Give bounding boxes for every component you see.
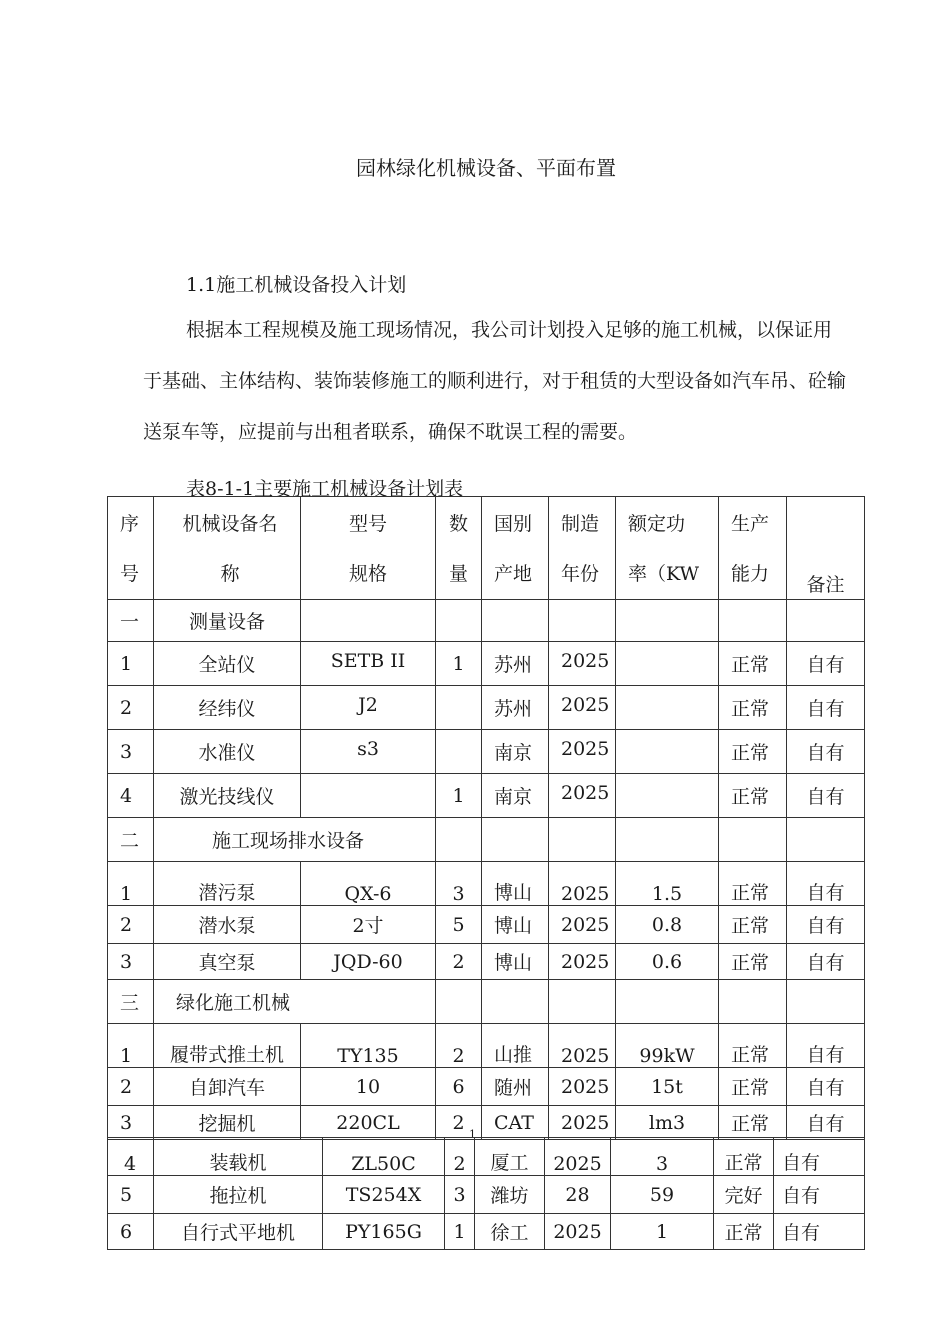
row-name: 经纬仪 <box>154 686 301 730</box>
row-no: 3 <box>108 730 154 774</box>
row-year: 2025 <box>549 944 616 980</box>
row-origin: 苏州 <box>482 686 549 730</box>
row-power <box>616 774 719 818</box>
group-no: 一 <box>108 600 154 642</box>
row-power: lm3 <box>616 1106 719 1140</box>
row-origin: CAT <box>482 1106 549 1140</box>
table-row <box>108 944 865 980</box>
row-year: 2025 <box>549 1068 616 1106</box>
row-origin: 厦工 <box>475 1138 545 1176</box>
row-no: 6 <box>108 1214 154 1250</box>
row-power: 1 <box>611 1214 714 1250</box>
row-model: J2 <box>301 686 436 730</box>
row-name: 潜水泵 <box>154 906 301 944</box>
row-year: 2025 <box>549 686 616 730</box>
row-model: SETB II <box>301 642 436 686</box>
section-heading: 1.1施工机械设备投入计划 <box>186 274 407 296</box>
table-row <box>108 1176 865 1214</box>
group-no: 三 <box>108 980 154 1024</box>
row-year: 2025 <box>545 1214 611 1250</box>
row-name: 全站仪 <box>154 642 301 686</box>
row-remark: 自有 <box>787 730 865 774</box>
row-no: 1 <box>108 642 154 686</box>
page-number: 1 <box>469 1128 476 1141</box>
row-qty <box>436 730 482 774</box>
row-power: 59 <box>611 1176 714 1214</box>
header-capacity-1: 生产 <box>731 513 770 535</box>
row-year: 2025 <box>549 1024 616 1068</box>
header-power-2: 率（KW <box>628 563 700 585</box>
row-origin: 潍坊 <box>475 1176 545 1214</box>
row-name: 挖掘机 <box>154 1106 301 1140</box>
header-remark: 备注 <box>806 574 845 596</box>
row-qty: 6 <box>436 1068 482 1106</box>
paragraph-text: 根据本工程规模及施工现场情况，我公司计划投入足够的施工机械，以保证用于基础、主体结构、装饰装修施工的顺利进行，对于租赁的大型设备如汽车吊、砼输送泵车等，应提前与出租者联系，确保不耽误工程的需要。 <box>143 319 847 443</box>
group-title: 绿化施工机械 <box>154 980 436 1024</box>
row-origin: 博山 <box>482 906 549 944</box>
row-power: 1.5 <box>616 862 719 906</box>
row-qty: 2 <box>436 944 482 980</box>
row-capacity: 正常 <box>719 686 787 730</box>
greening-rows <box>108 1024 865 1140</box>
row-capacity: 正常 <box>719 1068 787 1106</box>
row-no: 4 <box>108 1138 154 1176</box>
group-no: 二 <box>108 818 154 862</box>
row-no: 3 <box>108 944 154 980</box>
header-qty-1: 数 <box>448 513 468 535</box>
row-origin: 南京 <box>482 774 549 818</box>
survey-rows <box>108 642 865 818</box>
row-qty: 2 <box>436 1024 482 1068</box>
row-remark: 自有 <box>787 774 865 818</box>
table-row <box>108 1214 865 1250</box>
row-capacity: 正常 <box>719 906 787 944</box>
row-capacity: 完好 <box>714 1176 774 1214</box>
row-model: QX-6 <box>301 862 436 906</box>
header-year-2: 年份 <box>561 563 600 585</box>
header-name-2: 称 <box>220 563 240 585</box>
header-no-1: 序 <box>120 513 140 535</box>
row-qty: 3 <box>436 862 482 906</box>
header-model-1: 型号 <box>348 513 387 535</box>
row-origin: 苏州 <box>482 642 549 686</box>
table-row <box>108 1068 865 1106</box>
row-capacity: 正常 <box>714 1214 774 1250</box>
row-remark: 自有 <box>787 1068 865 1106</box>
row-model: PY165G <box>323 1214 445 1250</box>
row-model: TS254X <box>323 1176 445 1214</box>
row-origin: 南京 <box>482 730 549 774</box>
row-year: 2025 <box>549 862 616 906</box>
row-name: 真空泵 <box>154 944 301 980</box>
row-power: 15t <box>616 1068 719 1106</box>
row-power <box>616 686 719 730</box>
header-origin-1: 国别 <box>494 513 533 535</box>
row-power: 0.6 <box>616 944 719 980</box>
row-year: 28 <box>545 1176 611 1214</box>
row-name: 水准仪 <box>154 730 301 774</box>
row-model: ZL50C <box>323 1138 445 1176</box>
row-qty: 5 <box>436 906 482 944</box>
row-capacity: 正常 <box>719 1024 787 1068</box>
table-row <box>108 686 865 730</box>
row-qty <box>436 686 482 730</box>
table-header-row <box>108 497 865 600</box>
row-model: JQD-60 <box>301 944 436 980</box>
row-name: 潜污泵 <box>154 862 301 906</box>
row-qty: 2 <box>436 1106 482 1140</box>
row-origin: 随州 <box>482 1068 549 1106</box>
equipment-table-continued <box>107 1137 865 1250</box>
row-qty: 1 <box>445 1214 475 1250</box>
row-remark: 自有 <box>787 642 865 686</box>
row-origin: 博山 <box>482 944 549 980</box>
row-qty: 1 <box>436 774 482 818</box>
row-remark: 自有 <box>787 1106 865 1140</box>
row-capacity: 正常 <box>719 1106 787 1140</box>
row-origin: 徐工 <box>475 1214 545 1250</box>
row-year: 2025 <box>549 642 616 686</box>
row-year: 2025 <box>549 730 616 774</box>
row-year: 2025 <box>549 1106 616 1140</box>
row-no: 2 <box>108 906 154 944</box>
table-row <box>108 906 865 944</box>
page-title: 园林绿化机械设备、平面布置 <box>356 156 616 180</box>
header-name-1: 机械设备名 <box>182 513 278 535</box>
row-no: 4 <box>108 774 154 818</box>
row-remark: 自有 <box>787 944 865 980</box>
row-model: 10 <box>301 1068 436 1106</box>
group-title: 施工现场排水设备 <box>154 818 436 862</box>
row-remark: 自有 <box>787 1024 865 1068</box>
table-row <box>108 1138 865 1176</box>
table-row <box>108 1106 865 1140</box>
row-capacity: 正常 <box>719 642 787 686</box>
header-year-1: 制造 <box>561 513 600 535</box>
table-row <box>108 1024 865 1068</box>
row-name: 履带式推土机 <box>154 1024 301 1068</box>
row-power <box>616 730 719 774</box>
row-model <box>301 774 436 818</box>
group-title: 测量设备 <box>154 600 301 642</box>
row-power <box>616 642 719 686</box>
row-capacity: 正常 <box>719 944 787 980</box>
table-row <box>108 642 865 686</box>
body-paragraph <box>143 305 848 458</box>
row-capacity: 正常 <box>719 730 787 774</box>
table-row <box>108 730 865 774</box>
drain-rows <box>108 862 865 980</box>
group-row <box>108 818 865 862</box>
row-year: 2025 <box>549 774 616 818</box>
row-model: s3 <box>301 730 436 774</box>
table-row <box>108 774 865 818</box>
row-name: 拖拉机 <box>154 1176 323 1214</box>
row-origin: 博山 <box>482 862 549 906</box>
row-qty: 1 <box>436 642 482 686</box>
row-name: 激光技线仪 <box>154 774 301 818</box>
header-qty-2: 量 <box>448 563 468 585</box>
row-remark: 自有 <box>774 1214 865 1250</box>
row-power: 0.8 <box>616 906 719 944</box>
header-power-1: 额定功 <box>628 513 686 535</box>
equipment-table <box>107 496 865 1140</box>
row-power: 3 <box>611 1138 714 1176</box>
row-no: 3 <box>108 1106 154 1140</box>
table-caption: 表8-1-1主要施工机械设备计划表 <box>186 478 464 500</box>
row-year: 2025 <box>549 906 616 944</box>
row-name: 自卸汽车 <box>154 1068 301 1106</box>
header-capacity-2: 能力 <box>731 563 770 585</box>
row-no: 2 <box>108 1068 154 1106</box>
row-name: 自行式平地机 <box>154 1214 323 1250</box>
row-capacity: 正常 <box>719 862 787 906</box>
row-no: 5 <box>108 1176 154 1214</box>
row-remark: 自有 <box>774 1176 865 1214</box>
row-remark: 自有 <box>787 906 865 944</box>
row-qty: 3 <box>445 1176 475 1214</box>
row-model: TY135 <box>301 1024 436 1068</box>
group-row <box>108 600 865 642</box>
row-origin: 山推 <box>482 1024 549 1068</box>
row-remark: 自有 <box>787 862 865 906</box>
header-no-2: 号 <box>120 563 140 585</box>
row-year: 2025 <box>545 1138 611 1176</box>
row-no: 1 <box>108 862 154 906</box>
row-qty: 2 <box>445 1138 475 1176</box>
row-remark: 自有 <box>774 1138 865 1176</box>
header-model-2: 规格 <box>348 563 387 585</box>
row-remark: 自有 <box>787 686 865 730</box>
group-row <box>108 980 865 1024</box>
row-no: 1 <box>108 1024 154 1068</box>
row-capacity: 正常 <box>719 774 787 818</box>
row-model: 2寸 <box>301 906 436 944</box>
row-power: 99kW <box>616 1024 719 1068</box>
row-capacity: 正常 <box>714 1138 774 1176</box>
row-name: 装载机 <box>154 1138 323 1176</box>
row-model: 220CL <box>301 1106 436 1140</box>
row-no: 2 <box>108 686 154 730</box>
header-origin-2: 产地 <box>494 563 533 585</box>
table-row <box>108 862 865 906</box>
